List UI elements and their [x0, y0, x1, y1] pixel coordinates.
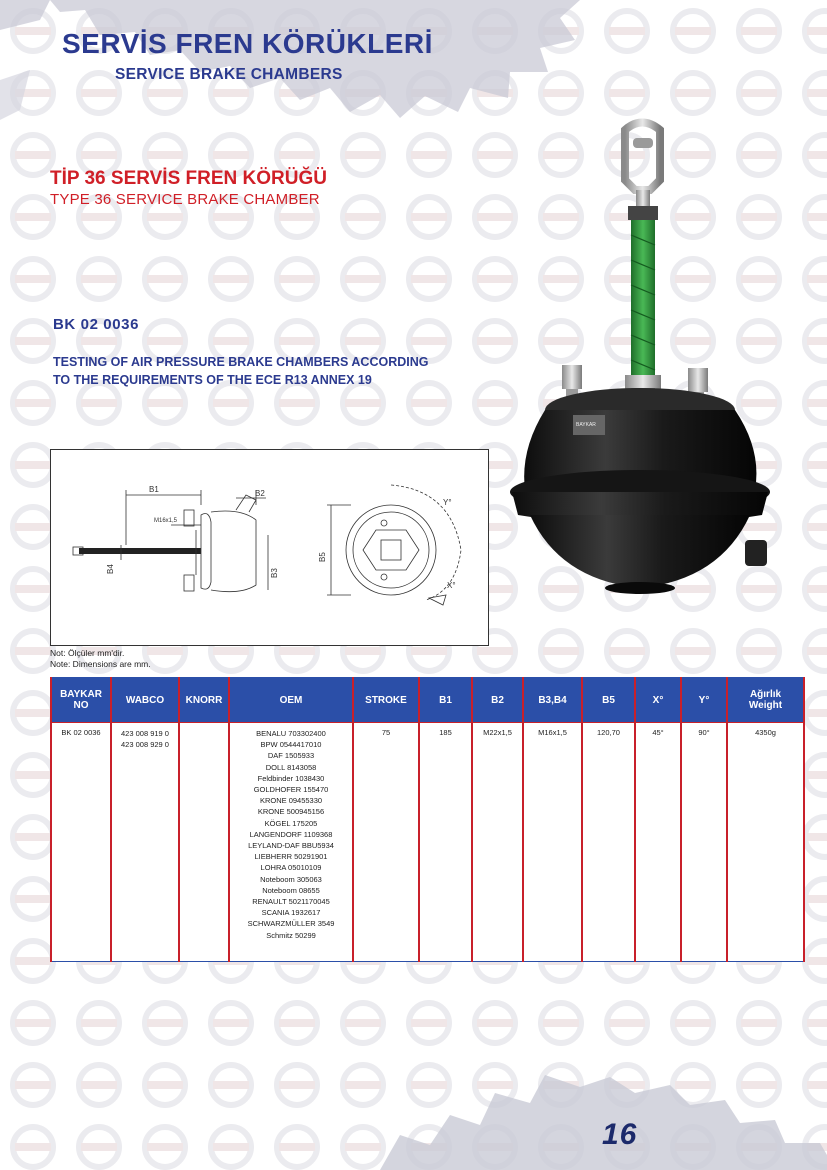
cell-b2: M22x1,5 [472, 723, 523, 962]
col-baykar-line2: NO [73, 700, 89, 711]
product-title: TİP 36 SERVİS FREN KÖRÜĞÜ [50, 168, 327, 189]
oem-item: LEYLAND-DAF BBU5934 [248, 841, 334, 851]
oem-item: GOLDHOFER 155470 [253, 785, 329, 795]
label-m16: M16x1,5 [154, 518, 178, 524]
cell-baykar: BK 02 0036 [51, 723, 111, 962]
oem-item: DOLL 8143058 [265, 762, 317, 772]
oem-item: BENALU 703302400 [256, 729, 326, 738]
oem-item: KÖGEL 175205 [264, 818, 318, 828]
wabco-item: 423 008 929 0 [121, 740, 169, 750]
note-en: Note: Dimensions are mm. [50, 659, 151, 669]
table-header-row [51, 678, 804, 723]
wabco-item: 423 008 919 0 [121, 729, 169, 738]
section-title: SERVİS FREN KÖRÜKLERİ [62, 28, 433, 59]
label-y: Y° [443, 498, 452, 507]
cell-stroke: 75 [353, 723, 419, 962]
photo-brand-label: BAYKAR [576, 422, 596, 428]
col-weight-line2: Weight [748, 700, 783, 711]
col-knorr: KNORR [179, 678, 229, 723]
col-weight [727, 678, 804, 723]
cell-b34: M16x1,5 [523, 723, 582, 962]
oem-item: LOHRA 05010109 [260, 863, 322, 873]
col-oem: OEM [229, 678, 353, 723]
col-wabco: WABCO [111, 678, 179, 723]
oem-item: BPW 0544417010 [260, 740, 322, 750]
label-x: X° [447, 581, 456, 590]
oem-item: Noteboom 08655 [262, 885, 320, 895]
cell-knorr [179, 723, 229, 962]
col-b5: B5 [582, 678, 635, 723]
col-y: Y° [681, 678, 727, 723]
label-b1: B1 [149, 485, 159, 494]
col-b2: B2 [472, 678, 523, 723]
col-baykar [51, 678, 111, 723]
oem-item: SCHWARZMÜLLER 3549 [247, 919, 335, 929]
note-tr: Not: Ölçüler mm'dir. [50, 648, 125, 658]
col-b34: B3,B4 [523, 678, 582, 723]
technical-drawing [50, 449, 489, 646]
label-b3: B3 [270, 568, 279, 578]
table-row [51, 723, 804, 962]
oem-item: Feldbinder 1038430 [257, 773, 325, 783]
drawing-svg [51, 450, 488, 645]
label-b2: B2 [255, 489, 265, 498]
cell-b5: 120,70 [582, 723, 635, 962]
product-photo [500, 110, 800, 600]
oem-item: KRONE 09455330 [259, 796, 323, 806]
oem-item: RENAULT 5021170045 [252, 897, 330, 907]
cell-wabco [111, 723, 179, 962]
col-weight-line1: Ağırlık [749, 689, 782, 700]
testing-line-1: TESTING OF AIR PRESSURE BRAKE CHAMBERS ACCORDING [53, 355, 429, 369]
spec-table [50, 677, 805, 962]
section-subtitle: SERVICE BRAKE CHAMBERS [115, 66, 343, 83]
oem-item: SCANIA 1932617 [261, 908, 321, 918]
oem-item: LIEBHERR 50291901 [254, 852, 328, 862]
testing-line-2: TO THE REQUIREMENTS OF THE ECE R13 ANNEX 19 [53, 373, 372, 387]
col-x: X° [635, 678, 681, 723]
testing-statement [53, 353, 483, 389]
label-b5: B5 [318, 552, 327, 562]
cell-weight: 4350g [727, 723, 804, 962]
page-number: 16 [602, 1118, 638, 1151]
oem-item: LANGENDORF 1109368 [249, 829, 333, 839]
product-subtitle: TYPE 36 SERVICE BRAKE CHAMBER [50, 191, 320, 208]
col-stroke: STROKE [353, 678, 419, 723]
col-baykar-line1: BAYKAR [60, 689, 102, 700]
label-b4: B4 [106, 564, 115, 574]
cell-x: 45° [635, 723, 681, 962]
cell-b1: 185 [419, 723, 472, 962]
oem-item: KRONE 500945156 [257, 807, 325, 817]
cell-y: 90° [681, 723, 727, 962]
product-code: BK 02 0036 [53, 316, 140, 333]
col-b1: B1 [419, 678, 472, 723]
cell-oem [229, 723, 353, 962]
oem-item: Noteboom 305063 [260, 874, 322, 884]
oem-item: Schmitz 50299 [266, 930, 316, 940]
oem-item: DAF 1505933 [267, 751, 315, 761]
